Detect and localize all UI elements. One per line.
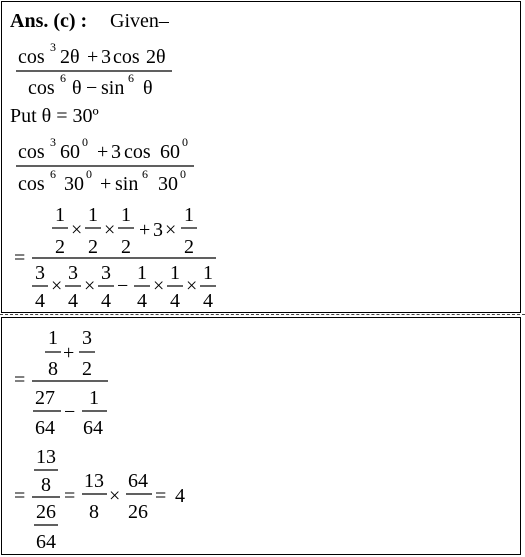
frac-1-top: 13 [84, 470, 104, 492]
num-cos: cos [18, 141, 45, 163]
equals-2: = [64, 485, 76, 507]
den-frac-3-bottom: 4 [101, 290, 111, 312]
den-frac-2-bottom: 4 [68, 290, 78, 312]
num-frac-1-bottom: 2 [55, 236, 65, 258]
expression-given [16, 40, 172, 99]
times: × [84, 275, 96, 297]
den-degree: 0 [86, 167, 92, 181]
num-degree: 0 [82, 135, 88, 149]
answer-label: Ans. (c) : [10, 10, 88, 32]
times: × [104, 219, 116, 241]
num-frac-2-bottom: 2 [88, 236, 98, 258]
num-frac-3-top: 1 [121, 204, 131, 226]
num-power: 3 [50, 40, 56, 54]
den-frac-1-top: 3 [35, 262, 45, 284]
num-power: 3 [50, 135, 56, 149]
times: × [109, 485, 121, 507]
num-cos2: cos [113, 46, 140, 68]
num-coef: 3 [101, 46, 111, 68]
num-cos: cos [18, 46, 45, 68]
num-frac-4-bottom: 2 [184, 236, 194, 258]
den-power: 6 [60, 71, 66, 85]
num-plus: + [87, 46, 99, 68]
num-frac-1-bottom: 8 [48, 358, 58, 380]
den-sin: sin [115, 173, 139, 195]
times: × [153, 275, 165, 297]
den-frac-1-bottom: 4 [35, 290, 45, 312]
plus: + [139, 219, 151, 241]
den-frac-6-top: 1 [203, 262, 213, 284]
den-frac-2-top: 3 [68, 262, 78, 284]
den-frac-1-top: 27 [35, 387, 55, 409]
equals: = [14, 247, 26, 269]
step-3 [14, 446, 185, 553]
den-frac-2-top: 1 [89, 387, 99, 409]
den-frac-4-top: 1 [137, 262, 147, 284]
num-frac-2-bottom: 2 [82, 358, 92, 380]
step-1 [14, 204, 216, 312]
num-cos2: cos [124, 141, 151, 163]
num-coef: 3 [111, 141, 121, 163]
num-bottom: 8 [41, 474, 51, 496]
frac-2-bottom: 26 [128, 501, 148, 523]
step-2 [14, 327, 108, 439]
times: × [165, 219, 177, 241]
frac-1-bottom: 8 [89, 501, 99, 523]
den-frac-3-top: 3 [101, 262, 111, 284]
final-result: 4 [175, 485, 185, 507]
num-degree2: 0 [182, 135, 188, 149]
minus: − [117, 275, 129, 297]
den-frac-6-bottom: 4 [203, 290, 213, 312]
given-label: Given– [110, 10, 169, 32]
den-minus: − [86, 77, 98, 99]
den-cos: cos [28, 77, 55, 99]
den-frac-2-bottom: 64 [83, 417, 103, 439]
minus: − [64, 401, 76, 423]
equals-3: = [155, 485, 167, 507]
num-frac-1-top: 1 [55, 204, 65, 226]
times: × [186, 275, 198, 297]
num-frac-1-top: 1 [48, 327, 58, 349]
den-cos: cos [18, 173, 45, 195]
num-frac-4-top: 1 [184, 204, 194, 226]
equals: = [14, 485, 26, 507]
equals: = [14, 369, 26, 391]
den-degree2: 0 [180, 167, 186, 181]
den-frac-1-bottom: 64 [35, 417, 55, 439]
times: × [71, 219, 83, 241]
den-power2: 6 [128, 71, 134, 85]
plus: + [63, 342, 75, 364]
den-frac-5-bottom: 4 [170, 290, 180, 312]
den-top: 26 [36, 501, 56, 523]
substitution-text: Put θ = 30º [10, 105, 99, 127]
num-frac-2-top: 1 [88, 204, 98, 226]
num-angle2: 2θ [146, 46, 166, 68]
den-theta: θ [72, 77, 82, 99]
den-frac-4-bottom: 4 [137, 290, 147, 312]
den-power: 6 [50, 167, 56, 181]
den-bottom: 64 [36, 531, 56, 553]
den-power2: 6 [142, 167, 148, 181]
den-plus: + [100, 173, 112, 195]
num-frac-3-bottom: 2 [121, 236, 131, 258]
den-angle: 30 [64, 173, 84, 195]
den-angle2: 30 [158, 173, 178, 195]
den-sin: sin [101, 77, 125, 99]
num-angle2: 60 [160, 141, 180, 163]
times: × [51, 275, 63, 297]
frac-2-top: 64 [128, 470, 148, 492]
den-theta2: θ [143, 77, 153, 99]
den-frac-5-top: 1 [170, 262, 180, 284]
num-angle: 2θ [60, 46, 80, 68]
num-frac-2-top: 3 [82, 327, 92, 349]
num-angle: 60 [60, 141, 80, 163]
num-top: 13 [36, 446, 56, 468]
coefficient: 3 [153, 219, 163, 241]
num-plus: + [97, 141, 109, 163]
expression-substituted [16, 135, 194, 195]
